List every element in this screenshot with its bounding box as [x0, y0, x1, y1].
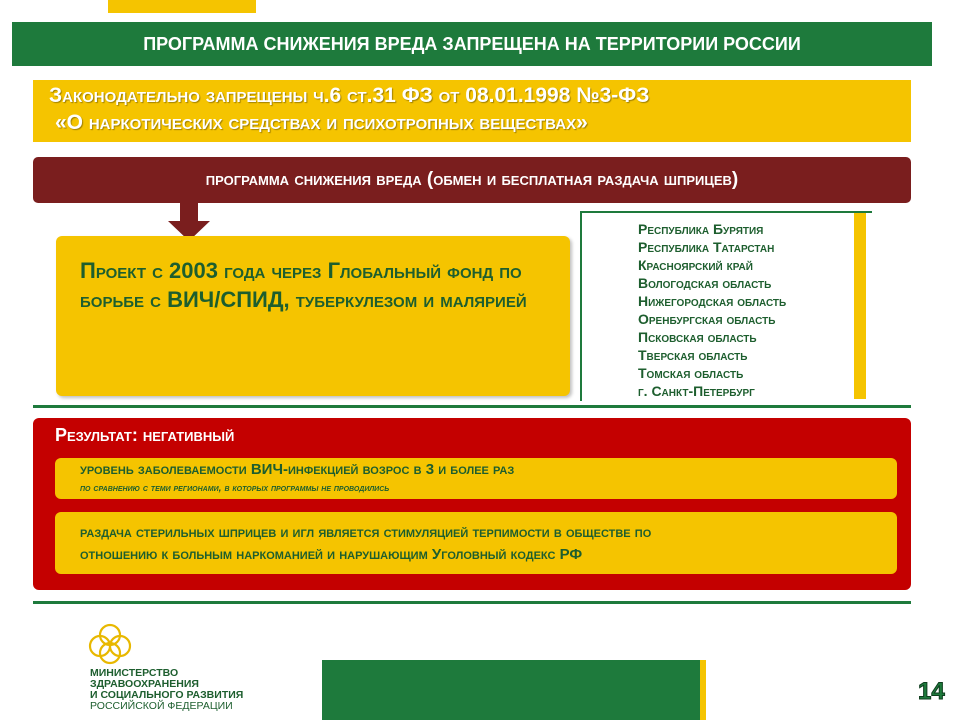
result-item-2 — [55, 512, 897, 574]
ministry-name-line-4: РОССИЙСКОЙ ФЕДЕРАЦИИ — [90, 700, 233, 712]
page-number: 14 — [918, 678, 945, 705]
region-item: Тверская область — [638, 347, 748, 363]
ministry-name-line-2: ЗДРАВООХРАНЕНИЯ — [90, 678, 199, 690]
footer-yellow-stripe — [700, 660, 706, 720]
result-title: Результат: негативный — [55, 425, 235, 445]
divider — [33, 601, 911, 604]
region-item: Нижегородская область — [638, 293, 787, 309]
result-item-2-line-1: раздача стерильных шприцев и игл является стимуляцией терпимости в обществе по — [80, 524, 652, 541]
project-box — [56, 236, 570, 396]
divider — [33, 405, 911, 408]
region-item: г. Санкт-Петербург — [638, 383, 755, 399]
footer-green-block — [322, 660, 700, 720]
law-line-2: «О наркотических средствах и психотропных веществах» — [55, 111, 588, 134]
result-item-1-sub: по сравнению с теми регионами, в которых программы не проводились — [80, 482, 390, 494]
ministry-name — [90, 668, 243, 712]
program-bar: программа снижения вреда (обмен и бесплатная раздача шприцев) — [33, 157, 911, 203]
region-item: Томская область — [638, 365, 744, 381]
regions-panel — [580, 211, 872, 401]
page-title: ПРОГРАММА СНИЖЕНИЯ ВРЕДА ЗАПРЕЩЕНА НА ТЕРРИТОРИИ РОССИИ — [12, 22, 932, 66]
region-item: Республика Татарстан — [638, 239, 775, 255]
project-text: Проект с 2003 года через Глобальный фонд по борьбе с ВИЧ/СПИД, туберкулезом и малярией — [80, 258, 527, 312]
top-accent-bar — [108, 0, 256, 13]
ministry-logo-icon — [84, 622, 136, 666]
region-item: Оренбургская область — [638, 311, 776, 327]
region-item: Республика Бурятия — [638, 221, 764, 237]
result-panel — [33, 418, 911, 590]
result-item-1 — [55, 458, 897, 499]
result-item-1-main: уровень заболеваемости ВИЧ-инфекцией возрос в 3 и более раз — [80, 461, 515, 478]
law-box — [33, 80, 911, 142]
region-item: Красноярский край — [638, 257, 753, 273]
law-line-1: Законодательно запрещены ч.6 ст.31 ФЗ от 08.01.1998 №3-ФЗ — [49, 84, 650, 107]
region-item: Псковская область — [638, 329, 757, 345]
result-item-2-line-2: отношению к больным наркоманией и нарушающим Уголовный кодекс РФ — [80, 546, 583, 563]
ministry-name-line-3: И СОЦИАЛЬНОГО РАЗВИТИЯ — [90, 689, 244, 701]
region-item: Вологодская область — [638, 275, 772, 291]
ministry-name-line-1: МИНИСТЕРСТВО — [90, 667, 179, 679]
regions-accent-bar — [854, 213, 866, 399]
